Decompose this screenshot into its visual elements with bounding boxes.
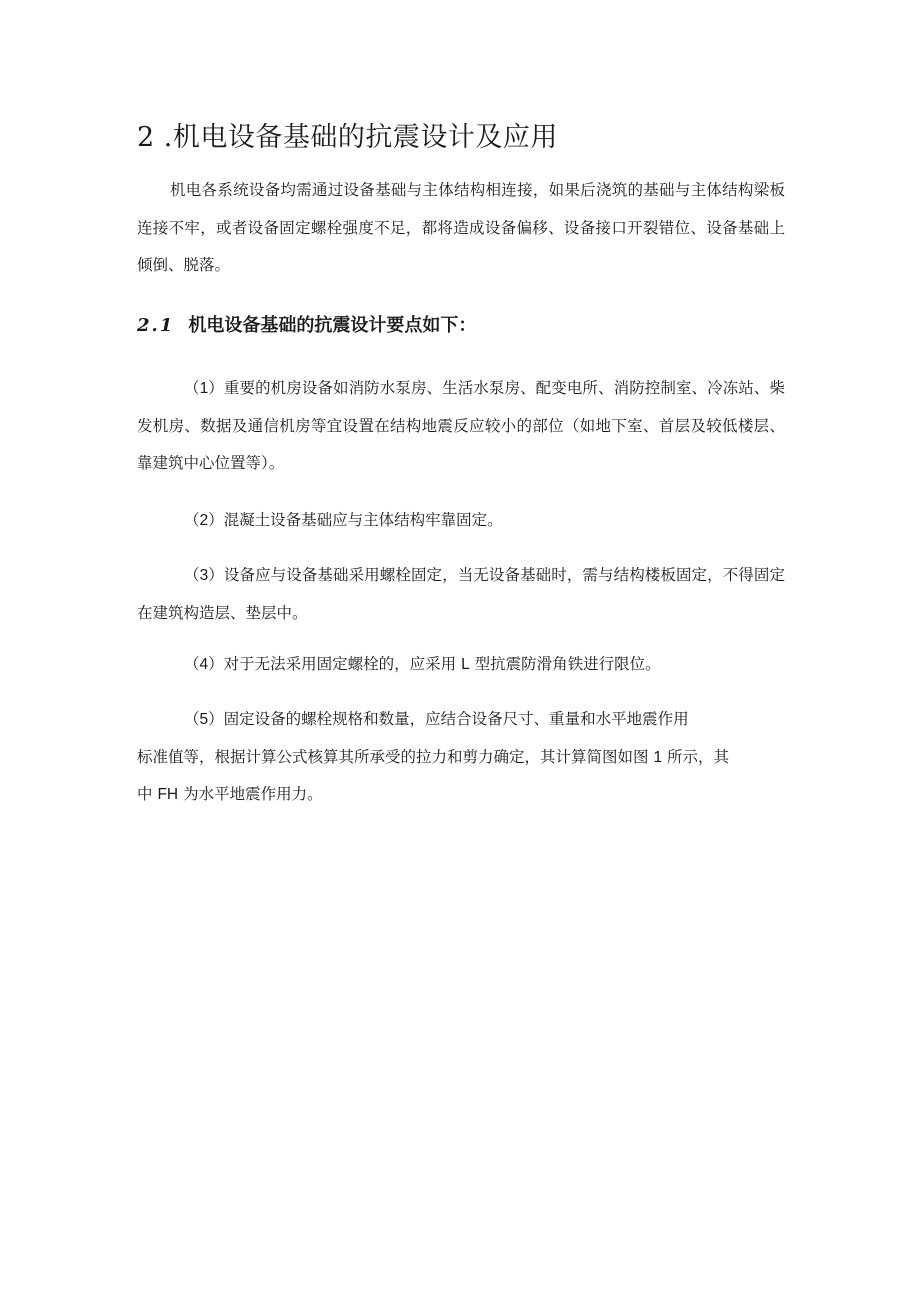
item-marker: （1） bbox=[184, 380, 224, 397]
item-text-before: 对于无法采用固定螺栓的，应采用 bbox=[223, 655, 457, 673]
list-item bbox=[137, 370, 785, 483]
item-text: 混凝土设备基础应与主体结构牢靠固定。 bbox=[223, 511, 503, 529]
subsection-number: 2.1 bbox=[137, 315, 175, 336]
list-item bbox=[137, 646, 785, 684]
item-latin-letter: L bbox=[461, 656, 470, 673]
subsection-title: 机电设备基础的抗震设计要点如下： bbox=[188, 315, 477, 336]
item-marker: （2） bbox=[184, 512, 224, 529]
item-line bbox=[137, 701, 785, 739]
list-item bbox=[137, 502, 785, 540]
section-number: 2 bbox=[137, 122, 155, 153]
section-heading bbox=[137, 118, 558, 158]
item-text: 重要的机房设备如消防水泵房、生活水泵房、配变电所、消防控制室、冷冻站、柴发机房、数据及通信机房等宜设置在结构地震反应较小的部位（如地下室、首层及较低楼层、靠建筑中心位置等）。 bbox=[137, 379, 785, 472]
item-text-after: 型抗震防滑角铁进行限位。 bbox=[474, 655, 661, 673]
list-item bbox=[137, 557, 785, 632]
list-item bbox=[137, 701, 785, 814]
item-text: 固定设备的螺栓规格和数量，应结合设备尺寸、重量和水平地震作用 bbox=[223, 710, 689, 728]
item-line bbox=[137, 739, 785, 777]
item-text: 设备应与设备基础采用螺栓固定，当无设备基础时，需与结构楼板固定，不得固定在建筑构造层、垫层中。 bbox=[137, 566, 785, 622]
item-text: 标准值等，根据计算公式核算其所承受的拉力和剪力确定，其计算简图如图 bbox=[137, 747, 649, 766]
item-marker: （4） bbox=[184, 656, 224, 673]
subsection-heading bbox=[137, 307, 476, 345]
item-marker: （3） bbox=[184, 567, 224, 584]
force-symbol: FH bbox=[157, 786, 179, 803]
section-title: .机电设备基础的抗震设计及应用 bbox=[163, 122, 558, 153]
item-text: 所示，其 bbox=[667, 747, 730, 766]
intro-paragraph: 机电各系统设备均需通过设备基础与主体结构相连接，如果后浇筑的基础与主体结构梁板连接不牢，或者设备固定螺栓强度不足，都将造成设备偏移、设备接口开裂错位、设备基础上倾倒、脱落。 bbox=[137, 181, 785, 274]
item-text: 中 bbox=[137, 785, 153, 803]
item-marker: （5） bbox=[184, 711, 224, 728]
figure-number: 1 bbox=[653, 748, 663, 766]
item-line bbox=[137, 776, 785, 814]
item-text: 为水平地震作用力。 bbox=[183, 785, 323, 803]
